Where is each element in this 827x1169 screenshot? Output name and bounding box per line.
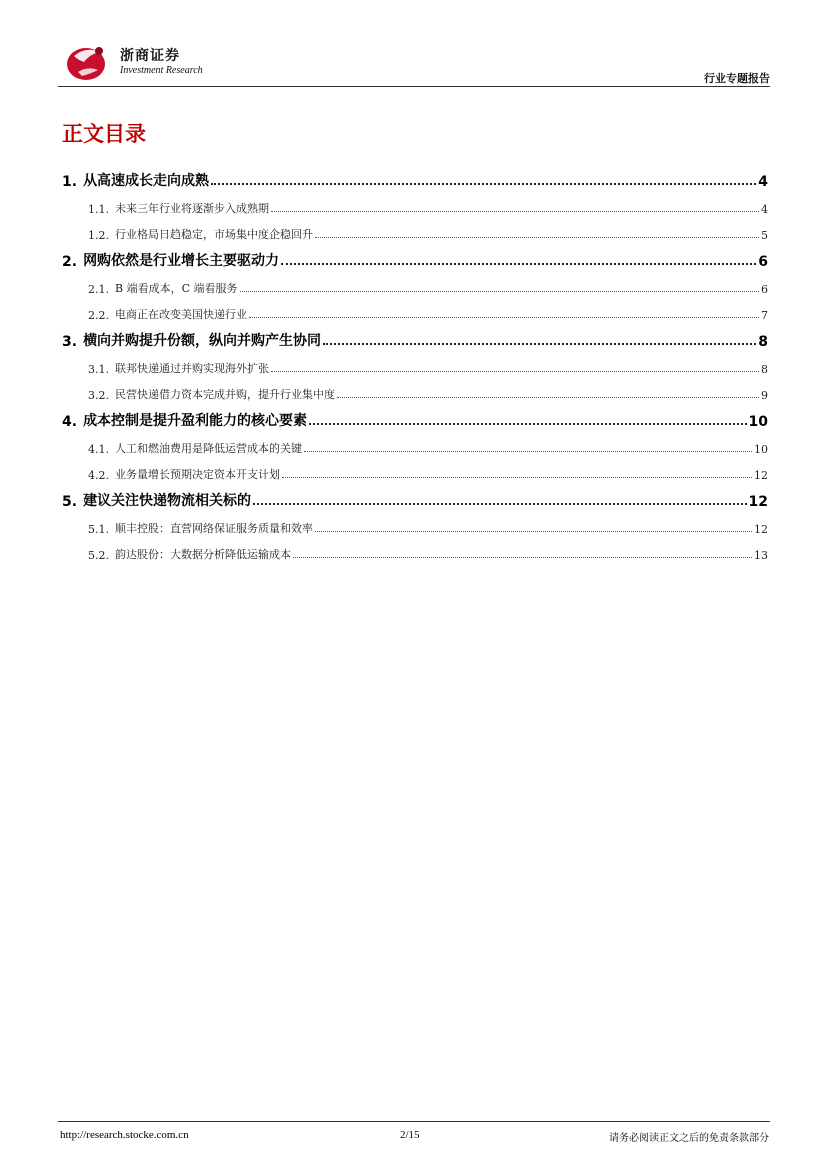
toc-entry-number: 2.2. — [88, 309, 109, 322]
dot-leader — [315, 531, 752, 532]
toc-entry-number: 5.2. — [88, 549, 109, 562]
toc-entry-title: B 端看成本，C 端看服务 — [115, 282, 238, 295]
toc-entry-number: 5. — [62, 494, 78, 510]
dot-leader — [249, 317, 759, 318]
toc-entry-5[interactable] — [62, 482, 768, 510]
company-logo — [66, 40, 266, 84]
toc-entry-title: 横向并购提升份额，纵向并购产生协同 — [83, 333, 322, 349]
toc-heading: 正文目录 — [62, 122, 146, 146]
toc-entry-1-1[interactable] — [62, 190, 768, 216]
toc-entry-number: 2. — [62, 254, 78, 270]
toc-entry-title: 顺丰控股：直营网络保证服务质量和效率 — [115, 522, 313, 535]
toc-entry-2-2[interactable] — [62, 296, 768, 322]
toc-entry-page: 6 — [761, 283, 768, 296]
footer-divider — [58, 1121, 770, 1122]
toc-entry-page: 8 — [758, 334, 768, 350]
toc-entry-number: 4. — [62, 414, 78, 430]
logo-mark-icon — [66, 42, 110, 82]
toc-entry-3[interactable] — [62, 322, 768, 350]
toc-entry-title: 未来三年行业将逐渐步入成熟期 — [115, 202, 269, 215]
toc-entry-3-2[interactable] — [62, 376, 768, 402]
toc-entry-number: 1. — [62, 174, 78, 190]
footer-disclaimer: 请务必阅读正文之后的免责条款部分 — [609, 1133, 769, 1144]
dot-leader — [293, 557, 752, 558]
toc-entry-page: 13 — [754, 549, 768, 562]
toc-entry-number: 2.1. — [88, 283, 109, 296]
logo-text-cn: 浙商证券 — [120, 48, 180, 64]
toc-entry-page: 12 — [748, 494, 768, 510]
dot-leader — [253, 503, 746, 505]
dot-leader — [281, 263, 756, 265]
dot-leader — [337, 397, 759, 398]
toc-entry-title: 成本控制是提升盈利能力的核心要素 — [83, 413, 308, 429]
toc-entry-title: 联邦快递通过并购实现海外扩张 — [115, 362, 269, 375]
toc-entry-2[interactable] — [62, 242, 768, 270]
toc-entry-number: 3. — [62, 334, 78, 350]
toc-entry-number: 3.2. — [88, 389, 109, 402]
toc-entry-page: 12 — [754, 469, 768, 482]
logo-text-en: Investment Research — [120, 65, 203, 76]
dot-leader — [271, 371, 759, 372]
toc-entry-4-2[interactable] — [62, 456, 768, 482]
dot-leader — [271, 211, 759, 212]
toc-entry-page: 10 — [748, 414, 768, 430]
toc-entry-number: 4.2. — [88, 469, 109, 482]
dot-leader — [211, 183, 756, 185]
toc-entry-title: 民营快递借力资本完成并购，提升行业集中度 — [115, 388, 335, 401]
toc-entry-page: 4 — [761, 203, 768, 216]
toc-entry-4-1[interactable] — [62, 430, 768, 456]
page-number: 2/15 — [400, 1129, 420, 1141]
toc-entry-page: 9 — [761, 389, 768, 402]
dot-leader — [240, 291, 760, 292]
toc-entry-title: 从高速成长走向成熟 — [83, 173, 210, 189]
toc-entry-4[interactable] — [62, 402, 768, 430]
toc-entry-title: 建议关注快递物流相关标的 — [83, 493, 252, 509]
toc-entry-page: 12 — [754, 523, 768, 536]
toc-entry-number: 1.1. — [88, 203, 109, 216]
dot-leader — [282, 477, 752, 478]
toc-entry-page: 4 — [758, 174, 768, 190]
table-of-contents — [62, 162, 768, 562]
toc-entry-title: 业务量增长预期决定资本开支计划 — [115, 468, 280, 481]
toc-entry-title: 韵达股份：大数据分析降低运输成本 — [115, 548, 291, 561]
toc-entry-3-1[interactable] — [62, 350, 768, 376]
toc-entry-page: 6 — [758, 254, 768, 270]
toc-entry-5-1[interactable] — [62, 510, 768, 536]
page-header — [58, 40, 770, 88]
header-divider — [58, 86, 770, 87]
toc-entry-page: 7 — [761, 309, 768, 322]
toc-entry-5-2[interactable] — [62, 536, 768, 562]
toc-entry-1-2[interactable] — [62, 216, 768, 242]
toc-entry-title: 行业格局日趋稳定，市场集中度企稳回升 — [115, 228, 313, 241]
dot-leader — [304, 451, 752, 452]
toc-entry-page: 5 — [761, 229, 768, 242]
report-type: 行业专题报告 — [704, 72, 770, 85]
toc-entry-number: 4.1. — [88, 443, 109, 456]
dot-leader — [309, 423, 746, 425]
toc-entry-1[interactable] — [62, 162, 768, 190]
dot-leader — [315, 237, 759, 238]
toc-entry-number: 5.1. — [88, 523, 109, 536]
dot-leader — [323, 343, 756, 345]
toc-entry-page: 8 — [761, 363, 768, 376]
footer-url-link[interactable]: http://research.stocke.com.cn — [60, 1129, 189, 1141]
toc-entry-title: 电商正在改变美国快递行业 — [115, 308, 247, 321]
toc-entry-title: 人工和燃油费用是降低运营成本的关键 — [115, 442, 302, 455]
toc-entry-page: 10 — [754, 443, 768, 456]
toc-entry-2-1[interactable] — [62, 270, 768, 296]
toc-entry-number: 3.1. — [88, 363, 109, 376]
toc-entry-title: 网购依然是行业增长主要驱动力 — [83, 253, 280, 269]
toc-entry-number: 1.2. — [88, 229, 109, 242]
